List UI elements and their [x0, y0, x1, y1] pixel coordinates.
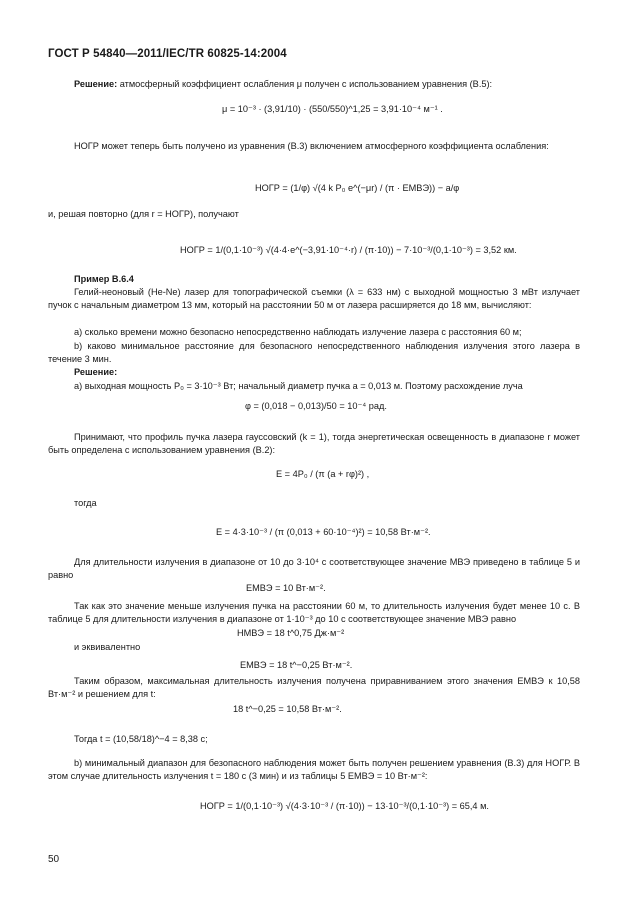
equation-emve-10 [246, 582, 326, 594]
eq1: μ = 10⁻³ · (3,91/10) · (550/550)^1,25 = 3,91·10⁻⁴ м⁻¹ . [222, 104, 443, 114]
eq6: E = 4·3·10⁻³ / (π (0,013 + 60·10⁻⁴)²) = 10,58 Вт·м⁻². [216, 527, 431, 537]
eq5: E = 4P₀ / (π (a + rφ)²) , [276, 469, 370, 479]
equation-divergence [245, 400, 387, 412]
eq3: НОГР = 1/(0,1·10⁻³) √(4·4·e^(−3,91·10⁻⁴·r) / (π·10)) − 7·10⁻³/(0,1·10⁻³) = 3,52 км. [180, 245, 517, 255]
paragraph-repeat: и, решая повторно (для r = НОГР), получают [48, 209, 239, 219]
solution-label-2: Решение: [74, 367, 118, 377]
eq2: НОГР = (1/φ) √(4 k P₀ e^(−μr) / (π · EМВЭ)) − a/φ [255, 183, 460, 193]
eq10: 18 t^−0,25 = 10,58 Вт·м⁻². [233, 704, 342, 714]
paragraph-text: атмосферный коэффициент ослабления μ получен с использованием уравнения (В.5): [117, 79, 493, 89]
equation-irradiance-value [216, 526, 431, 538]
equation-irradiance [276, 468, 369, 480]
paragraph-equivalent: и эквивалентно [74, 642, 141, 652]
item-a: а) сколько времени можно безопасно непосредственно наблюдать излучение лазера с расстояния 60 м; [74, 327, 522, 337]
equation-mu [222, 103, 443, 115]
paragraph-max-duration: Таким образом, максимальная длительность излучения получена приравниванием этого значения EМВЭ к 10,58 Вт·м⁻² и решением для t: [48, 676, 580, 700]
equation-t-result [74, 733, 208, 745]
paragraph-min-range: b) минимальный диапазон для безопасного наблюдения может быть получен решением уравнения (В.3) для НОГР. В этом случае длительность излучения t = 180 с (3 мин) и из таблицы 5 EМВЭ = 10 Вт·м⁻²: [48, 758, 580, 782]
example-title: Пример В.6.4 [74, 274, 134, 284]
solution-label: Решение: [74, 79, 118, 89]
equation-solve-t [233, 703, 342, 715]
document-header: ГОСТ Р 54840—2011/IEC/TR 60825-14:2004 [48, 48, 287, 60]
paragraph-output-power: а) выходная мощность P₀ = 3·10⁻³ Вт; начальный диаметр пучка a = 0,013 м. Поэтому расхождение луча [74, 381, 523, 391]
equation-nogr-general [255, 182, 459, 194]
page-number: 50 [48, 854, 60, 865]
item-b: b) каково минимальное расстояние для безопасного непосредственного наблюдения излучения этого лазера в течение 3 мин. [48, 341, 580, 365]
equation-nogr-final [200, 800, 489, 812]
equation-nogr-result [180, 244, 517, 256]
paragraph-laser-desc: Гелий-неоновый (He-Ne) лазер для топографической съемки (λ = 633 нм) с выходной мощностью 3 мВт излучает пучок с начальным диаметром 13 мм, который на расстоянии 50 м от лазера расширяется до 18 мм, вычисляют: [48, 287, 580, 311]
paragraph-then: тогда [74, 498, 97, 508]
paragraph-gaussian: Принимают, что профиль пучка лазера гауссовский (k = 1), тогда энергетическая освещенность в диапазоне r может быть определена с использованием уравнения (В.2): [48, 432, 580, 456]
paragraph-less-than: Так как это значение меньше излучения пучка на расстоянии 60 м, то длительность излучения будет менее 10 с. В таблице 5 для длительности излучения в диапазоне от 1·10⁻³ до 10 с соответствующее значение МВЭ равно [48, 601, 580, 625]
paragraph-duration: Для длительности излучения в диапазоне от 10 до 3·10⁴ с соответствующее значение МВЭ приведено в таблице 5 и равно [48, 557, 580, 581]
eq12: НОГР = 1/(0,1·10⁻³) √(4·3·10⁻³ / (π·10)) − 13·10⁻³/(0,1·10⁻³) = 65,4 м. [200, 801, 489, 811]
paragraph-solution-1 [48, 78, 580, 91]
eq9: EМВЭ = 18 t^−0,25 Вт·м⁻². [240, 660, 353, 670]
eq7: EМВЭ = 10 Вт·м⁻². [246, 583, 326, 593]
eq8: HМВЭ = 18 t^0,75 Дж·м⁻² [237, 628, 345, 638]
paragraph-nogr-intro: НОГР может теперь быть получено из уравнения (В.3) включением атмосферного коэффициента ослабления: [74, 141, 549, 151]
equation-hmve [237, 627, 344, 639]
equation-emve-t [240, 659, 352, 671]
eq11: Тогда t = (10,58/18)^−4 = 8,38 с; [74, 734, 208, 744]
eq4: φ = (0,018 − 0,013)/50 = 10⁻⁴ рад. [245, 401, 387, 411]
